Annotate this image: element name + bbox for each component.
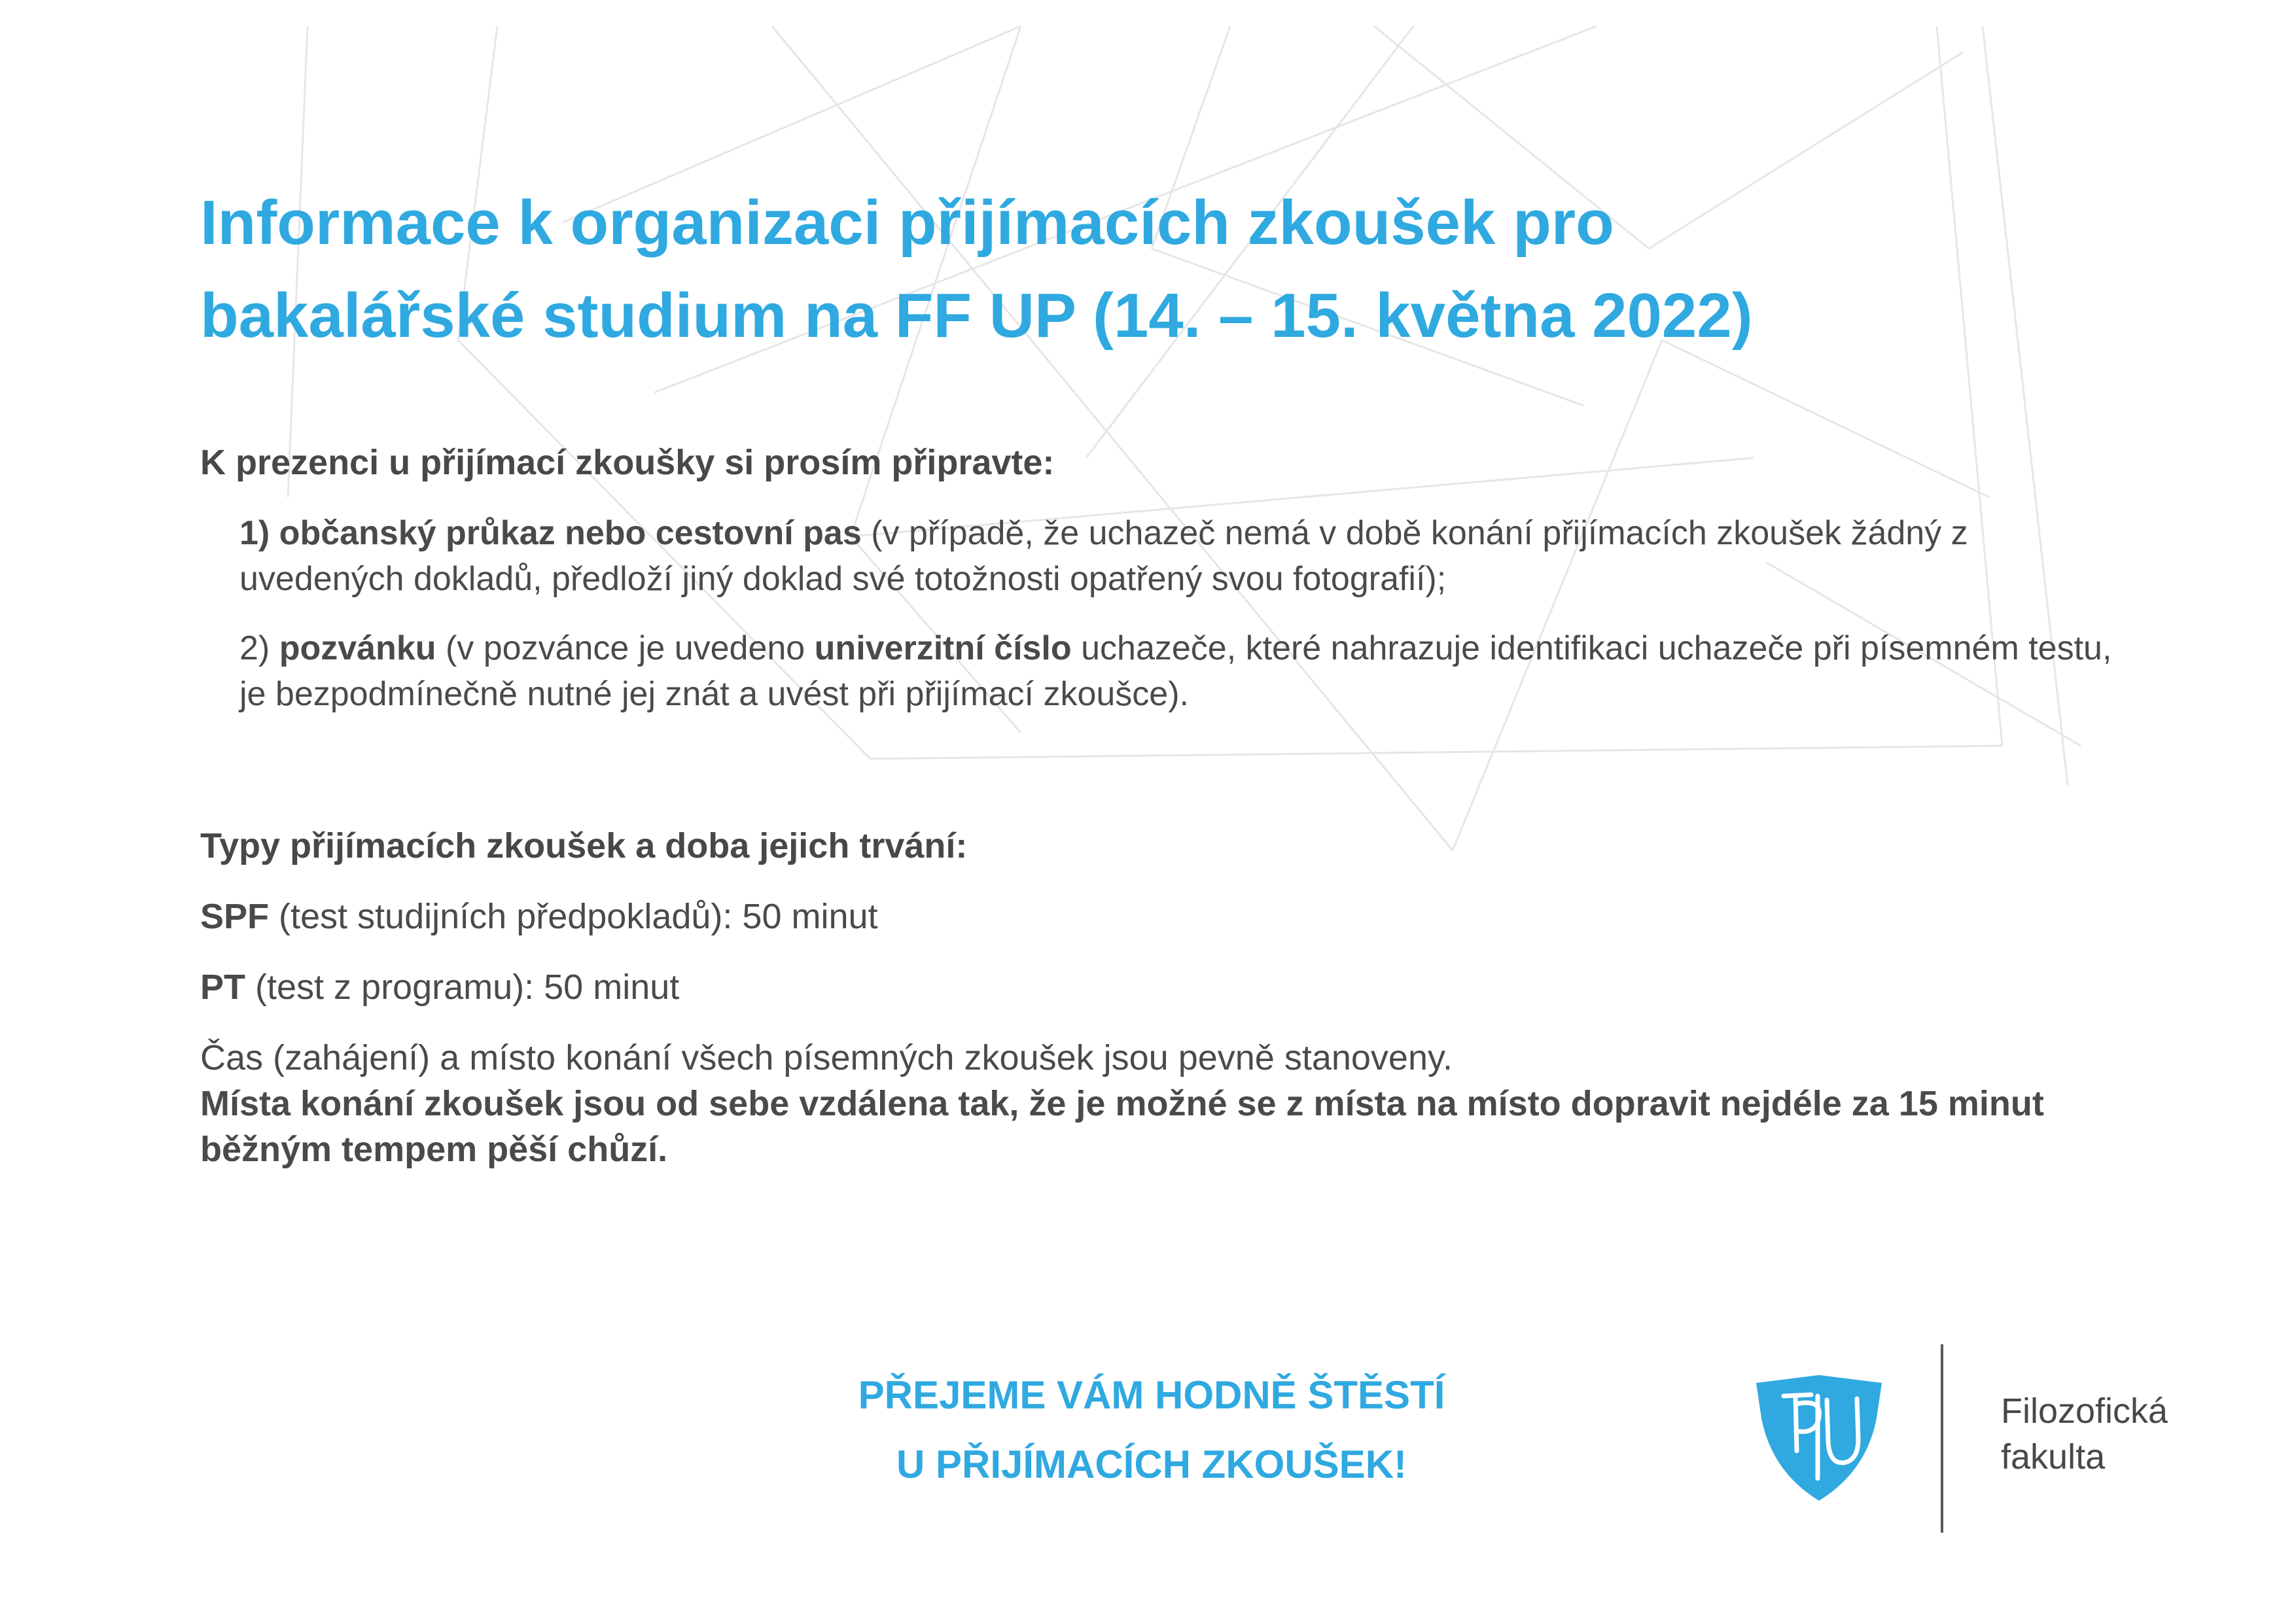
- main-content: [200, 177, 2137, 1172]
- list-item-id-card: [239, 510, 2137, 602]
- invitation-prefix: 2): [239, 629, 279, 667]
- exam-types-heading: Typy přijímacích zkoušek a doba jejich trvání:: [200, 826, 968, 865]
- pt-text: (test z programu): 50 minut: [245, 968, 680, 1007]
- faculty-name: [2001, 1388, 2168, 1480]
- pt-label: PT: [200, 968, 246, 1007]
- spf-text: (test studijních předpokladů): 50 minut: [269, 897, 878, 936]
- page-title: [200, 177, 2137, 362]
- logo-divider: [1941, 1344, 1943, 1533]
- invitation-label: pozvánku: [279, 629, 436, 667]
- prezence-heading: K prezenci u přijímací zkoušky si prosím připravte:: [200, 443, 1055, 482]
- id-card-label: 1) občanský průkaz nebo cestovní pas: [239, 514, 862, 552]
- distance-note: Místa konání zkoušek jsou od sebe vzdálena tak, že je možné se z místa na místo dopravit nejdéle za 15 minut běžným tempem pěší chůzí.: [200, 1084, 2044, 1169]
- university-number-label: univerzitní číslo: [814, 629, 1072, 667]
- id-card-text: (v případě, že uchazeč nemá v době konání přijímacích zkoušek žádný z uvedených dokladů, předloží jiný doklad své totožnosti opatřený svou fotografií);: [239, 514, 1968, 598]
- faculty-line-1: Filozofická: [2001, 1391, 2168, 1431]
- title-line-2: bakalářské studium na FF UP (14. – 15. května 2022): [200, 281, 1753, 351]
- invitation-text-b: uchazeče, které nahrazuje identifikaci uchazeče při písemném testu, je bezpodmínečně nutné jej znát a uvést při přijímací zkoušce).: [239, 629, 2112, 713]
- pt-line: [200, 964, 2137, 1010]
- spf-label: SPF: [200, 897, 270, 936]
- title-line-1: Informace k organizaci přijímacích zkoušek pro: [200, 188, 1614, 258]
- invitation-text-a: (v pozvánce je uvedeno: [436, 629, 815, 667]
- time-place-note: Čas (zahájení) a místo konání všech písemných zkoušek jsou pevně stanoveny.: [200, 1038, 1453, 1077]
- wish-line-1: PŘEJEME VÁM HODNĚ ŠTĚSTÍ: [858, 1373, 1445, 1417]
- list-item-invitation: [239, 625, 2137, 717]
- wish-line-2: U PŘIJÍMACÍCH ZKOUŠEK!: [896, 1442, 1407, 1486]
- good-luck-message: [739, 1361, 1564, 1499]
- university-shield-logo: [1754, 1374, 1884, 1502]
- spf-line: [200, 894, 2137, 939]
- faculty-line-2: fakulta: [2001, 1437, 2106, 1476]
- required-documents-list: [239, 510, 2137, 717]
